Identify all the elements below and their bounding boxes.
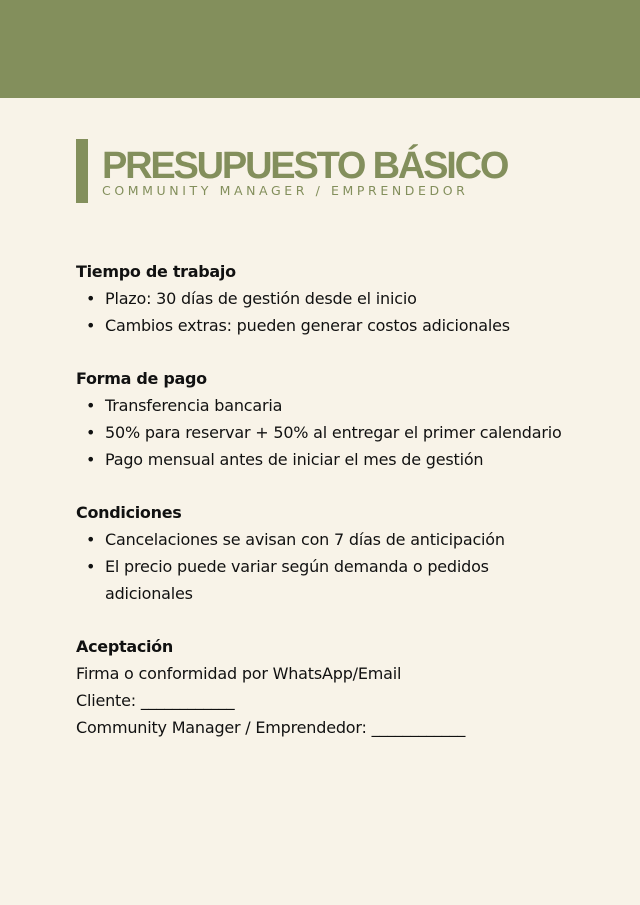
header-band [0, 0, 640, 98]
page-subtitle: COMMUNITY MANAGER / EMPRENDEDOR [102, 183, 469, 198]
list-item: • 50% para reservar + 50% al entregar el primer calendario [76, 419, 576, 446]
section-aceptacion [76, 633, 576, 741]
manager-signature-line: Community Manager / Emprendedor: ____________ [76, 718, 466, 737]
client-signature-line: Cliente: ____________ [76, 691, 235, 710]
bullet-list [76, 392, 576, 473]
page-title: PRESUPUESTO BÁSICO [102, 145, 508, 187]
section-heading: Condiciones [76, 503, 182, 522]
section-forma-de-pago [76, 365, 576, 473]
signature-method-line: Firma o conformidad por WhatsApp/Email [76, 664, 402, 683]
section-condiciones [76, 499, 576, 607]
document-body [76, 258, 576, 767]
section-heading: Forma de pago [76, 369, 207, 388]
bullet-list [76, 285, 576, 339]
list-item: • Transferencia bancaria [76, 392, 576, 419]
section-tiempo-de-trabajo [76, 258, 576, 339]
list-item: • Cambios extras: pueden generar costos adicionales [76, 312, 576, 339]
section-heading: Tiempo de trabajo [76, 262, 236, 281]
list-item: • Pago mensual antes de iniciar el mes de gestión [76, 446, 576, 473]
list-item: • Plazo: 30 días de gestión desde el inicio [76, 285, 576, 312]
list-item: • El precio puede variar según demanda o pedidos adicionales [76, 553, 576, 607]
title-block [76, 139, 507, 203]
bullet-list [76, 526, 576, 607]
list-item: • Cancelaciones se avisan con 7 días de anticipación [76, 526, 576, 553]
section-heading: Aceptación [76, 637, 173, 656]
